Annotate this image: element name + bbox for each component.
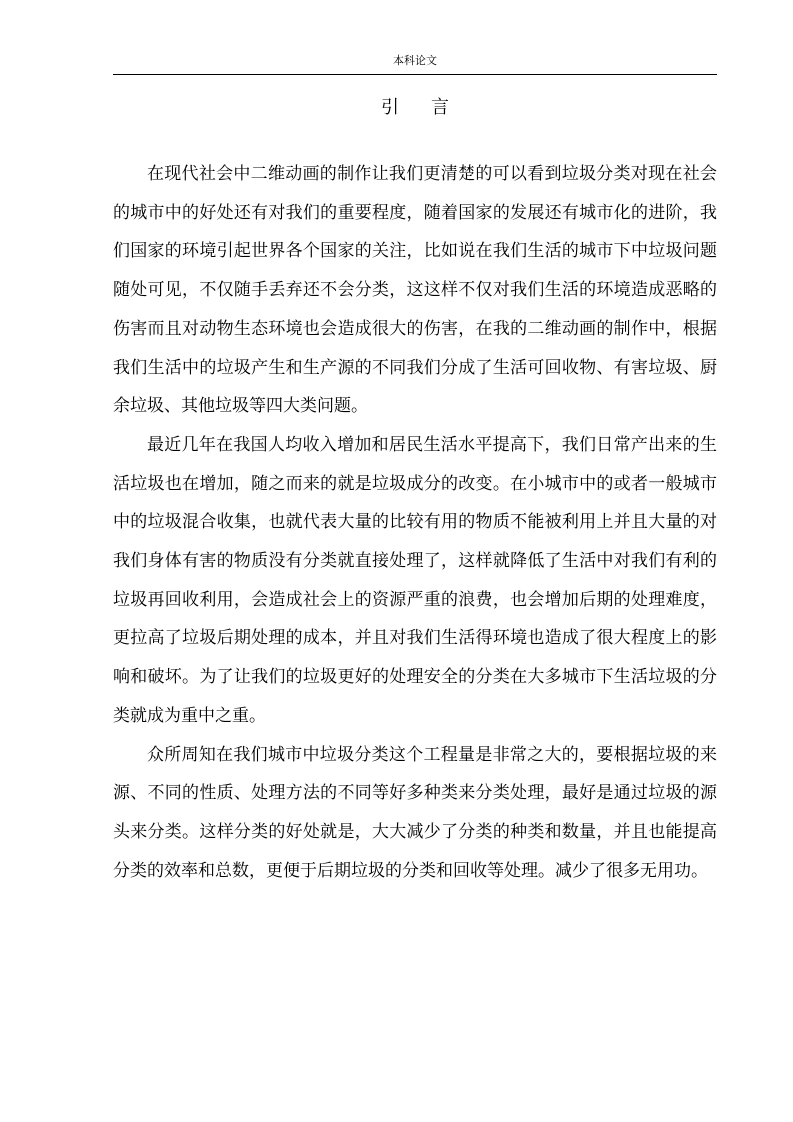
running-header-title: 本科论文 [393,54,437,67]
paragraph-3: 众所周知在我们城市中垃圾分类这个工程量是非常之大的，要根据垃圾的来源、不同的性质、处理方法的不同等好多种类来分类处理，最好是通过垃圾的源头来分类。这样分类的好处就是，大大减少了分类的种类和数量，并且也能提高分类的效率和总数，更便于后期垃圾的分类和回收等处理。减少了很多无用功。 [113,744,717,881]
paragraph-1: 在现代社会中二维动画的制作让我们更清楚的可以看到垃圾分类对现在社会的城市中的好处还有对我们的重要程度，随着国家的发展还有城市化的进阶，我们国家的环境引起世界各个国家的关注，比如说在我们生活的城市下中垃圾问题随处可见，不仅随手丢弃还不会分类，这这样不仅对我们生活的环境造成恶略的伤害而且对动物生态环境也会造成很大的伤害，在我的二维动画的制作中，根据我们生活中的垃圾产生和生产源的不同我们分成了生活可回收物、有害垃圾、厨余垃圾、其他垃圾等四大类问题。 [113,164,717,417]
body-text [113,155,717,890]
paragraph-2: 最近几年在我国人均收入增加和居民生活水平提高下，我们日常产出来的生活垃圾也在增加，随之而来的就是垃圾成分的改变。在小城市中的或者一般城市中的垃圾混合收集，也就代表大量的比较有用的物质不能被利用上并且大量的对我们身体有害的物质没有分类就直接处理了，这样就降低了生活中对我们有利的垃圾再回收利用，会造成社会上的资源严重的浪费，也会增加后期的处理难度，更拉高了垃圾后期处理的成本，并且对我们生活得环境也造成了很大程度上的影响和破坏。为了让我们的垃圾更好的处理安全的分类在大多城市下生活垃圾的分类就成为重中之重。 [113,434,717,726]
running-header [113,54,717,75]
section-title: 引言 [381,97,481,118]
